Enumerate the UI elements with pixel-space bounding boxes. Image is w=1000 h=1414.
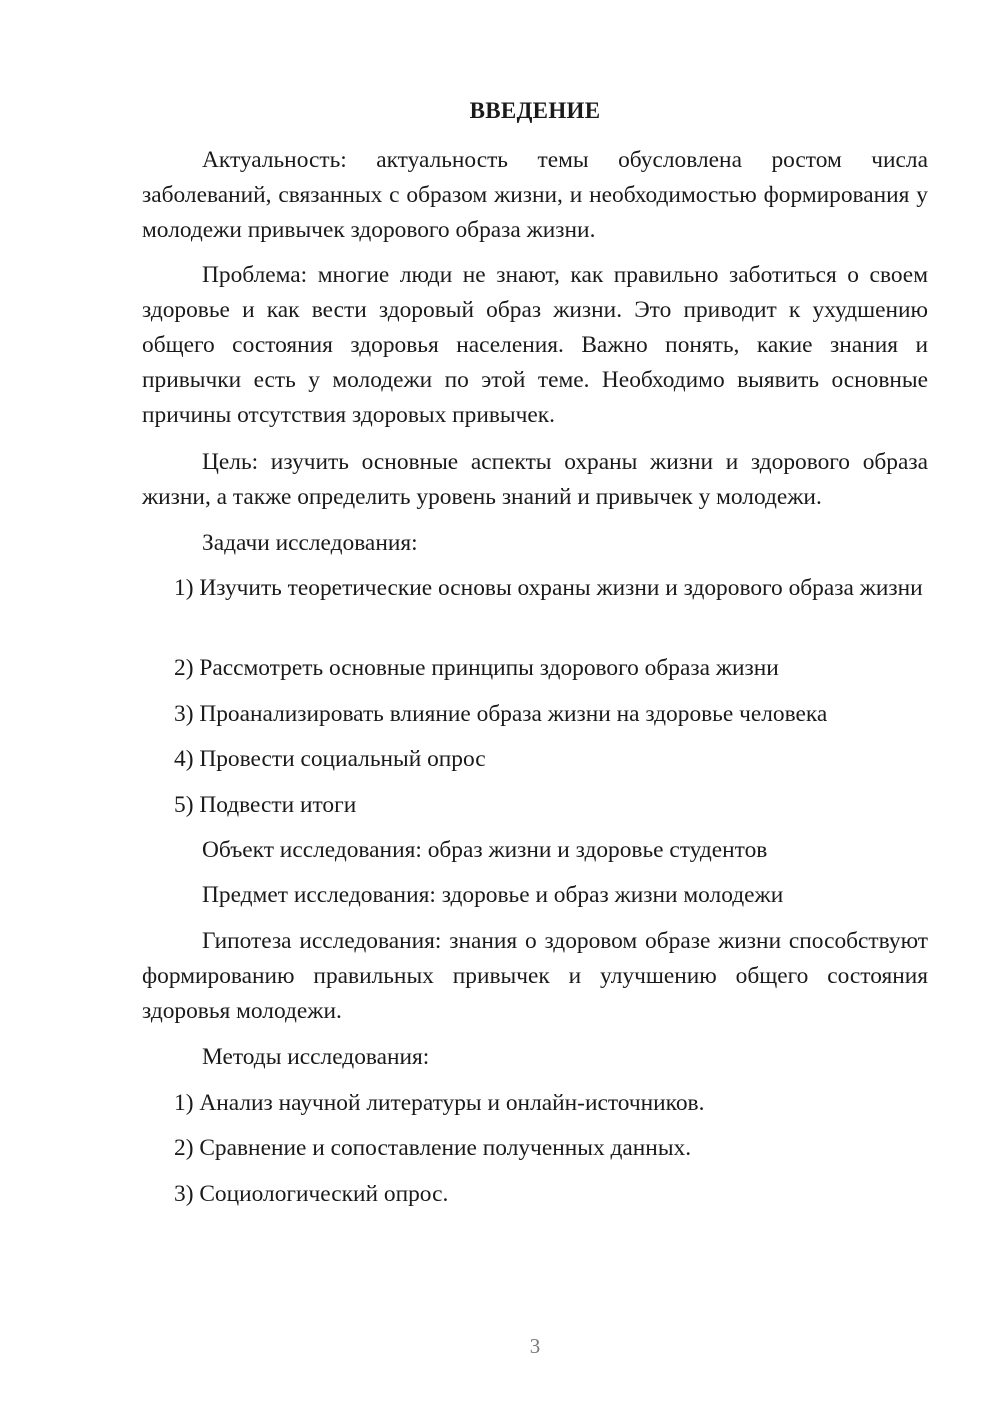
method-item: 3) Социологический опрос. <box>174 1181 449 1207</box>
methods-heading: Методы исследования: <box>202 1044 430 1070</box>
page-number: 3 <box>529 1334 541 1358</box>
tasks-heading: Задачи исследования: <box>202 530 418 556</box>
goal-paragraph: Цель: изучить основные аспекты охраны жизни и здорового образа жизни, а также определить уровень знаний и привычек у молодежи. <box>142 449 928 510</box>
research-object: Объект исследования: образ жизни и здоровье студентов <box>202 837 768 863</box>
task-item: 2) Рассмотреть основные принципы здорового образа жизни <box>174 655 779 681</box>
task-item: 3) Проанализировать влияние образа жизни на здоровье человека <box>174 701 828 727</box>
task-item: 1) Изучить теоретические основы охраны жизни и здорового образа жизни <box>174 575 923 601</box>
relevance-paragraph: Актуальность: актуальность темы обусловлена ростом числа заболеваний, связанных с образом жизни, и необходимостью формирования у молодежи привычек здорового образа жизни. <box>142 147 928 243</box>
task-item: 4) Провести социальный опрос <box>174 746 486 772</box>
document-page <box>142 0 928 1414</box>
research-subject: Предмет исследования: здоровье и образ жизни молодежи <box>202 882 784 908</box>
hypothesis-paragraph: Гипотеза исследования: знания о здоровом образе жизни способствуют формированию правильных привычек и улучшению общего состояния здоровья молодежи. <box>142 928 928 1024</box>
method-item: 2) Сравнение и сопоставление полученных данных. <box>174 1135 692 1161</box>
task-item: 5) Подвести итоги <box>174 792 357 818</box>
problem-paragraph: Проблема: многие люди не знают, как правильно заботиться о своем здоровье и как вести здоровый образ жизни. Это приводит к ухудшению общего состояния здоровья населения. Важно понять, какие знания и привычки есть у молодежи по этой теме. Необходимо выявить основные причины отсутствия здоровых привычек. <box>142 262 928 428</box>
section-heading: ВВЕДЕНИЕ <box>469 98 601 123</box>
method-item: 1) Анализ научной литературы и онлайн-источников. <box>174 1090 705 1116</box>
